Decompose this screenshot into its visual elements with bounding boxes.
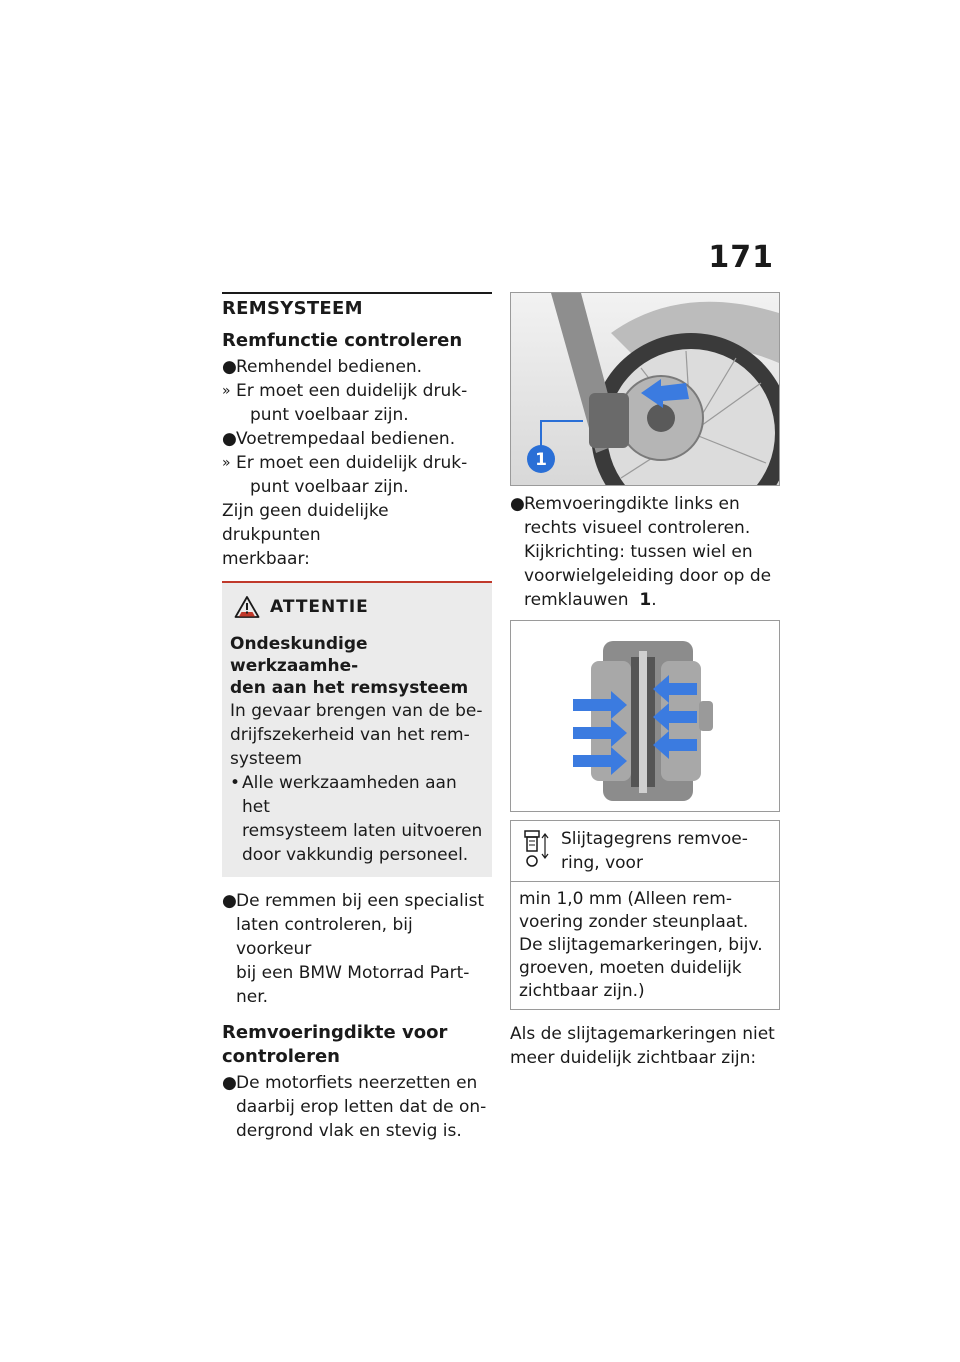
spec-body-b: voering zonder steunplaat. [519,912,749,932]
condition-text-b: merkbaar: [222,549,310,569]
result-arrow-icon: » [222,455,231,471]
spec-body-c: De slijtagemarkeringen, bijv. [519,935,763,955]
warning-heading-b: den aan het remsysteem [230,678,469,698]
bullet-dot-icon: ● [222,891,237,911]
bullet-dot-icon: ● [510,494,525,514]
spec-table-header [511,821,779,882]
spec-title-a: Slijtagegrens remvoe- [561,829,748,849]
step-visual-check-cont-e: remklauwen 1. [524,590,657,610]
spec-body-e: zichtbaar zijn.) [519,981,645,1001]
spec-body-d: groeven, moeten duidelijk [519,958,742,978]
step-specialist-cont-c: bij een BMW Motorrad Part- [236,963,470,983]
result-pressure-point-2-cont: punt voelbaar zijn. [250,477,409,497]
subsection-title-pad-thickness-a: Remvoeringdikte voor [222,1022,448,1043]
step-visual-check: ● Remvoeringdikte links en [510,494,740,514]
step-park-cont-c: dergrond vlak en stevig is. [236,1121,462,1141]
step-foot-brake: ● Voetrempedaal bedienen. [222,429,456,449]
brake-caliper-illustration [511,621,779,811]
step-specialist: ● De remmen bij een specialist [222,891,485,911]
spec-body-a: min 1,0 mm (Alleen rem- [519,889,732,909]
section-title: REMSYSTEEM [222,298,363,319]
condition-text-a: Zijn geen duidelijke drukpunten [222,501,389,545]
result-pressure-point-2: » Er moet een duidelijk druk- [222,453,468,473]
spec-table-wear-limit [510,820,780,1010]
warning-bullet: • Alle werkzaamheden aan het [230,773,457,817]
warning-text-a: In gevaar brengen van de be- [230,701,483,721]
right-column [510,292,780,1070]
subsection-title-pad-thickness-b: controleren [222,1046,340,1067]
warning-box [222,581,492,877]
result-arrow-icon: » [222,383,231,399]
warning-header [234,595,484,619]
figure-brake-caliper [510,620,780,812]
figure-front-wheel [510,292,780,486]
step-visual-check-cont-c: Kijkrichting: tussen wiel en [524,542,753,562]
after-text-a: Als de slijtagemarkeringen niet [510,1024,775,1044]
section-rule [222,292,492,319]
step-visual-check-cont-d: voorwielgeleiding door op de [524,566,772,586]
result-pressure-point-1-cont: punt voelbaar zijn. [250,405,409,425]
step-specialist-cont-d: ner. [236,987,269,1007]
step-park-cont-b: daarbij erop letten dat de on- [236,1097,487,1117]
bullet-dot-icon: ● [222,429,237,449]
step-brake-lever: ● Remhendel bedienen. [222,357,423,377]
figure-callout-1: 1 [535,450,547,470]
brake-pad-wear-icon [521,827,551,871]
warning-text-b: drijfszekerheid van het rem- [230,725,470,745]
spec-table-body [511,882,779,1009]
step-visual-check-cont-b: rechts visueel controleren. [524,518,751,538]
callout-reference: 1 [639,590,652,610]
bullet-dot-icon: • [230,773,241,793]
subsection-title-brake-function: Remfunctie controleren [222,330,463,351]
left-column [222,292,492,1143]
page-number: 171 [708,240,774,275]
warning-bullet-cont-c: door vakkundig personeel. [242,845,469,865]
after-table-text [510,1022,780,1070]
result-pressure-point-1: » Er moet een duidelijk druk- [222,381,468,401]
warning-text-c: systeem [230,749,302,769]
warning-heading-a: Ondeskundige werkzaamhe- [230,634,368,676]
spec-title-b: ring, voor [561,853,643,873]
warning-bullet-cont-b: remsysteem laten uitvoeren [242,821,483,841]
bullet-dot-icon: ● [222,1073,237,1093]
warning-triangle-icon [234,595,260,619]
bullet-dot-icon: ● [222,357,237,377]
after-text-b: meer duidelijk zichtbaar zijn: [510,1048,757,1068]
step-specialist-cont-b: laten controleren, bij voorkeur [236,915,413,959]
step-park-motorcycle: ● De motorfiets neerzetten en [222,1073,478,1093]
warning-title: ATTENTIE [270,597,369,617]
front-wheel-illustration [511,293,779,485]
